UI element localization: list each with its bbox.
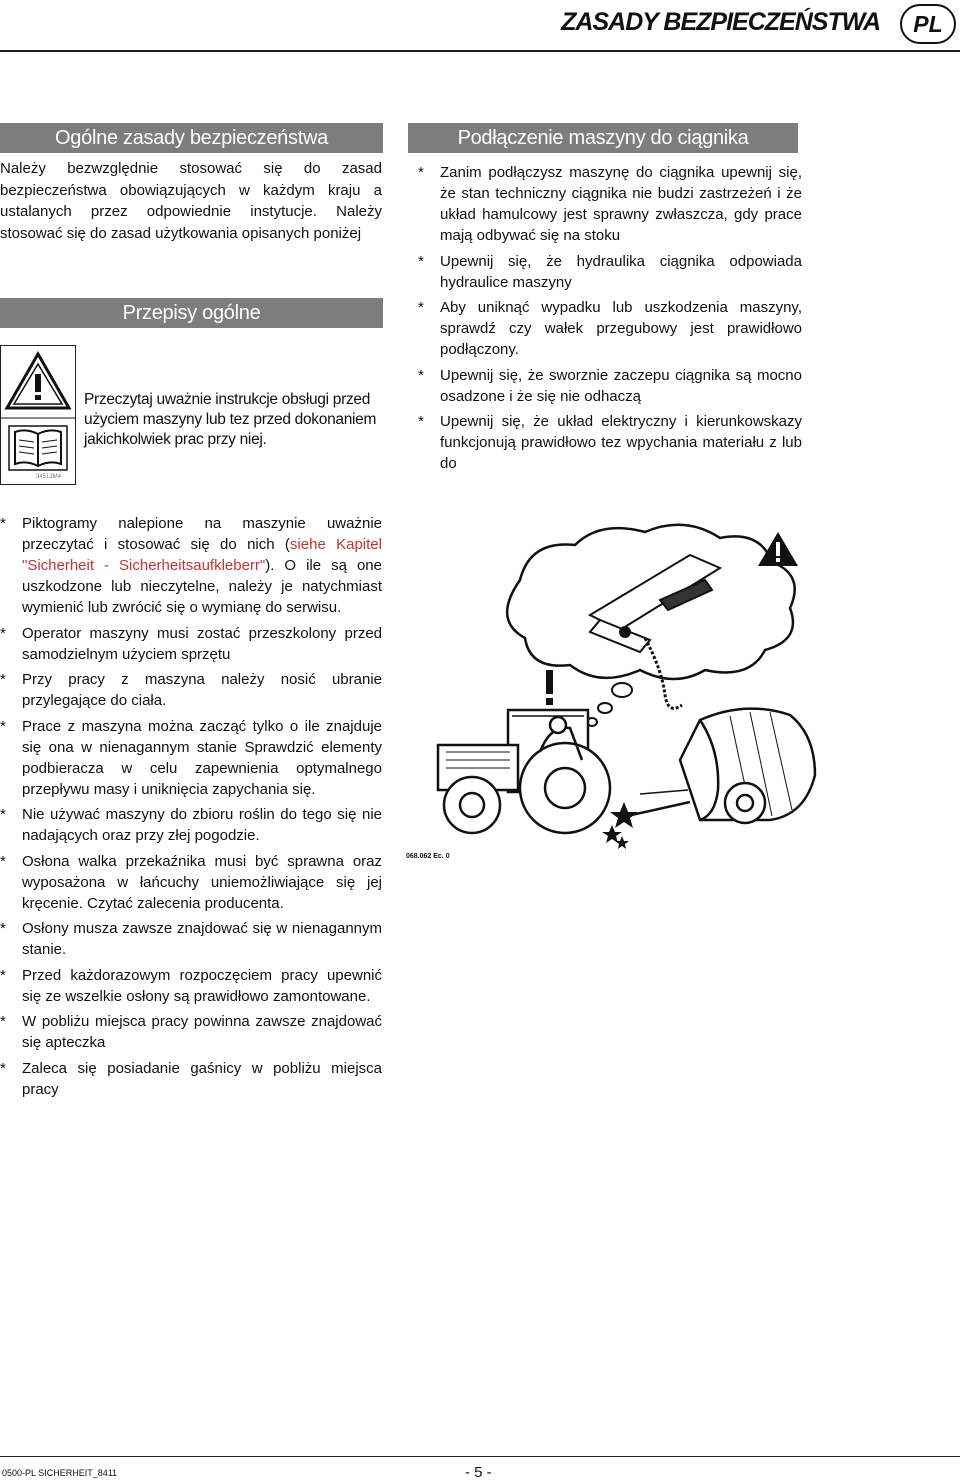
list-item: * Upewnij się, że układ elektryczny i kierunkowskazy funkcjonują prawidłowo tez wpychania materiału z lub do	[418, 413, 802, 472]
pictogram-code: 34512M4	[36, 474, 62, 480]
section-heading-general-rules: Przepisy ogólne	[0, 298, 383, 328]
list-item: * Upewnij się, że sworznie zaczepu ciągnika są mocno osadzone i że się nie odhaczą	[418, 366, 802, 405]
bullet-marker: *	[0, 966, 6, 984]
bullet-marker: *	[0, 1013, 6, 1030]
list-item: * Upewnij się, że hydraulika ciągnika odpowiada hydraulice maszyny	[418, 252, 802, 291]
page-header-title: ZASADY BEZPIECZEŃSTWA	[561, 8, 880, 36]
bullet-marker: *	[0, 515, 6, 532]
section-heading-tractor-connection: Podłączenie maszyny do ciągnika	[408, 123, 798, 153]
list-item: * Nie używać maszyny do zbioru roślin do tego się nie nadających oraz przy złej pogodzie.	[0, 806, 382, 844]
read-manual-notice: Przeczytaj uważnie instrukcje obsługi przed użyciem maszyny lub tez przed dokonaniem jakichkolwiek prac przy niej.	[84, 391, 377, 448]
list-item: * Piktogramy nalepione na maszynie uważnie przeczytać i stosować się do nich (siehe Kapitel "Sicherheit - Sicherheitsaufkleberr"). O ile są one uszkodzone lub nieczytelne, należy je natychmiast wymienić lub zwrócić się o wymianę do serwisu.	[0, 515, 382, 616]
read-manual-pictogram	[0, 345, 76, 485]
bullet-marker: *	[418, 164, 424, 181]
list-item: * Prace z maszyna można zacząć tylko o ile znajduje się ona w nienagannym stanie Sprawdzić elementy podbieracza w celu zapewnienia optymalnego przepływu masy i uniknięcia zapychania się.	[0, 717, 382, 798]
bullet-marker: *	[0, 671, 6, 688]
list-item: * Aby uniknąć wypadku lub uszkodzenia maszyny, sprawdź czy wałek przegubowy jest prawidłowo podłączony.	[418, 299, 802, 358]
list-item: * Przy pracy z maszyna należy nosić ubranie przylegające do ciała.	[0, 671, 382, 709]
footer-divider	[0, 1456, 960, 1457]
bullet-marker: *	[418, 252, 424, 270]
section-heading-general-safety: Ogólne zasady bezpieczeństwa	[0, 123, 383, 153]
header-divider	[0, 50, 960, 52]
list-item: * Zaleca się posiadanie gaśnicy w pobliżu miejsca pracy	[0, 1059, 382, 1098]
tractor-icon	[438, 710, 610, 833]
list-item: * Osłony musza zawsze znajdować się w nienagannym stanie.	[0, 920, 382, 958]
list-item: * Przed każdorazowym rozpoczęciem pracy upewnić się ze wszelkie osłony są prawidłowo zamontowane.	[0, 966, 382, 1005]
bullet-marker: *	[418, 366, 424, 384]
tractor-connection-list	[418, 162, 802, 479]
list-item: * W pobliżu miejsca pracy powinna zawsze znajdować się apteczka	[0, 1013, 382, 1051]
general-rules-list	[0, 513, 382, 1104]
page-number: - 5 -	[465, 1464, 492, 1481]
bullet-marker: *	[0, 806, 6, 823]
bullet-marker: *	[418, 413, 424, 430]
list-item: * Operator maszyny musi zostać przeszkolony przed samodzielnym użyciem sprzętu	[0, 624, 382, 663]
bullet-marker: *	[0, 717, 6, 735]
general-safety-text: Należy bezwzględnie stosować się do zasad bezpieczeństwa obowiązujących w każdym kraju a ustalanych przez odpowiednie instytucje. Należy stosować się do zasad użytkowania opisanych poniżej	[0, 160, 382, 242]
bullet-marker: *	[418, 299, 424, 316]
bullet-marker: *	[0, 920, 6, 937]
bullet-marker: *	[0, 624, 6, 642]
impact-stars-icon	[602, 802, 638, 849]
warning-triangle-icon	[7, 354, 69, 408]
round-baler-icon	[618, 709, 815, 823]
document-code: 0500-PL SICHERHEIT_8411	[2, 1468, 118, 1478]
exclamation-icon	[546, 670, 553, 705]
tractor-hitch-illustration	[400, 520, 960, 870]
bullet-marker: *	[0, 1059, 6, 1077]
bullet-marker: *	[0, 852, 6, 870]
book-icon	[9, 426, 67, 470]
section-reference-link[interactable]: siehe Kapitel "Sicherheit - Sicherheitsaufkleberr"	[22, 536, 382, 574]
list-item: * Zanim podłączysz maszynę do ciągnika upewnij się, że stan techniczny ciągnika nie budzi zastrzeżeń i że układ hamulcowy jest sprawny zwłaszcza, gdy prace mają odbywać się na stoku	[418, 164, 802, 244]
list-item: * Osłona walka przekaźnika musi być sprawna oraz wyposażona w łańcuchy uniemożliwiające się jej kręcenie. Czytać zalecenia producenta.	[0, 852, 382, 912]
illustration-code: 068.062 Ec. 0	[406, 853, 450, 860]
language-badge: PL	[900, 4, 956, 44]
